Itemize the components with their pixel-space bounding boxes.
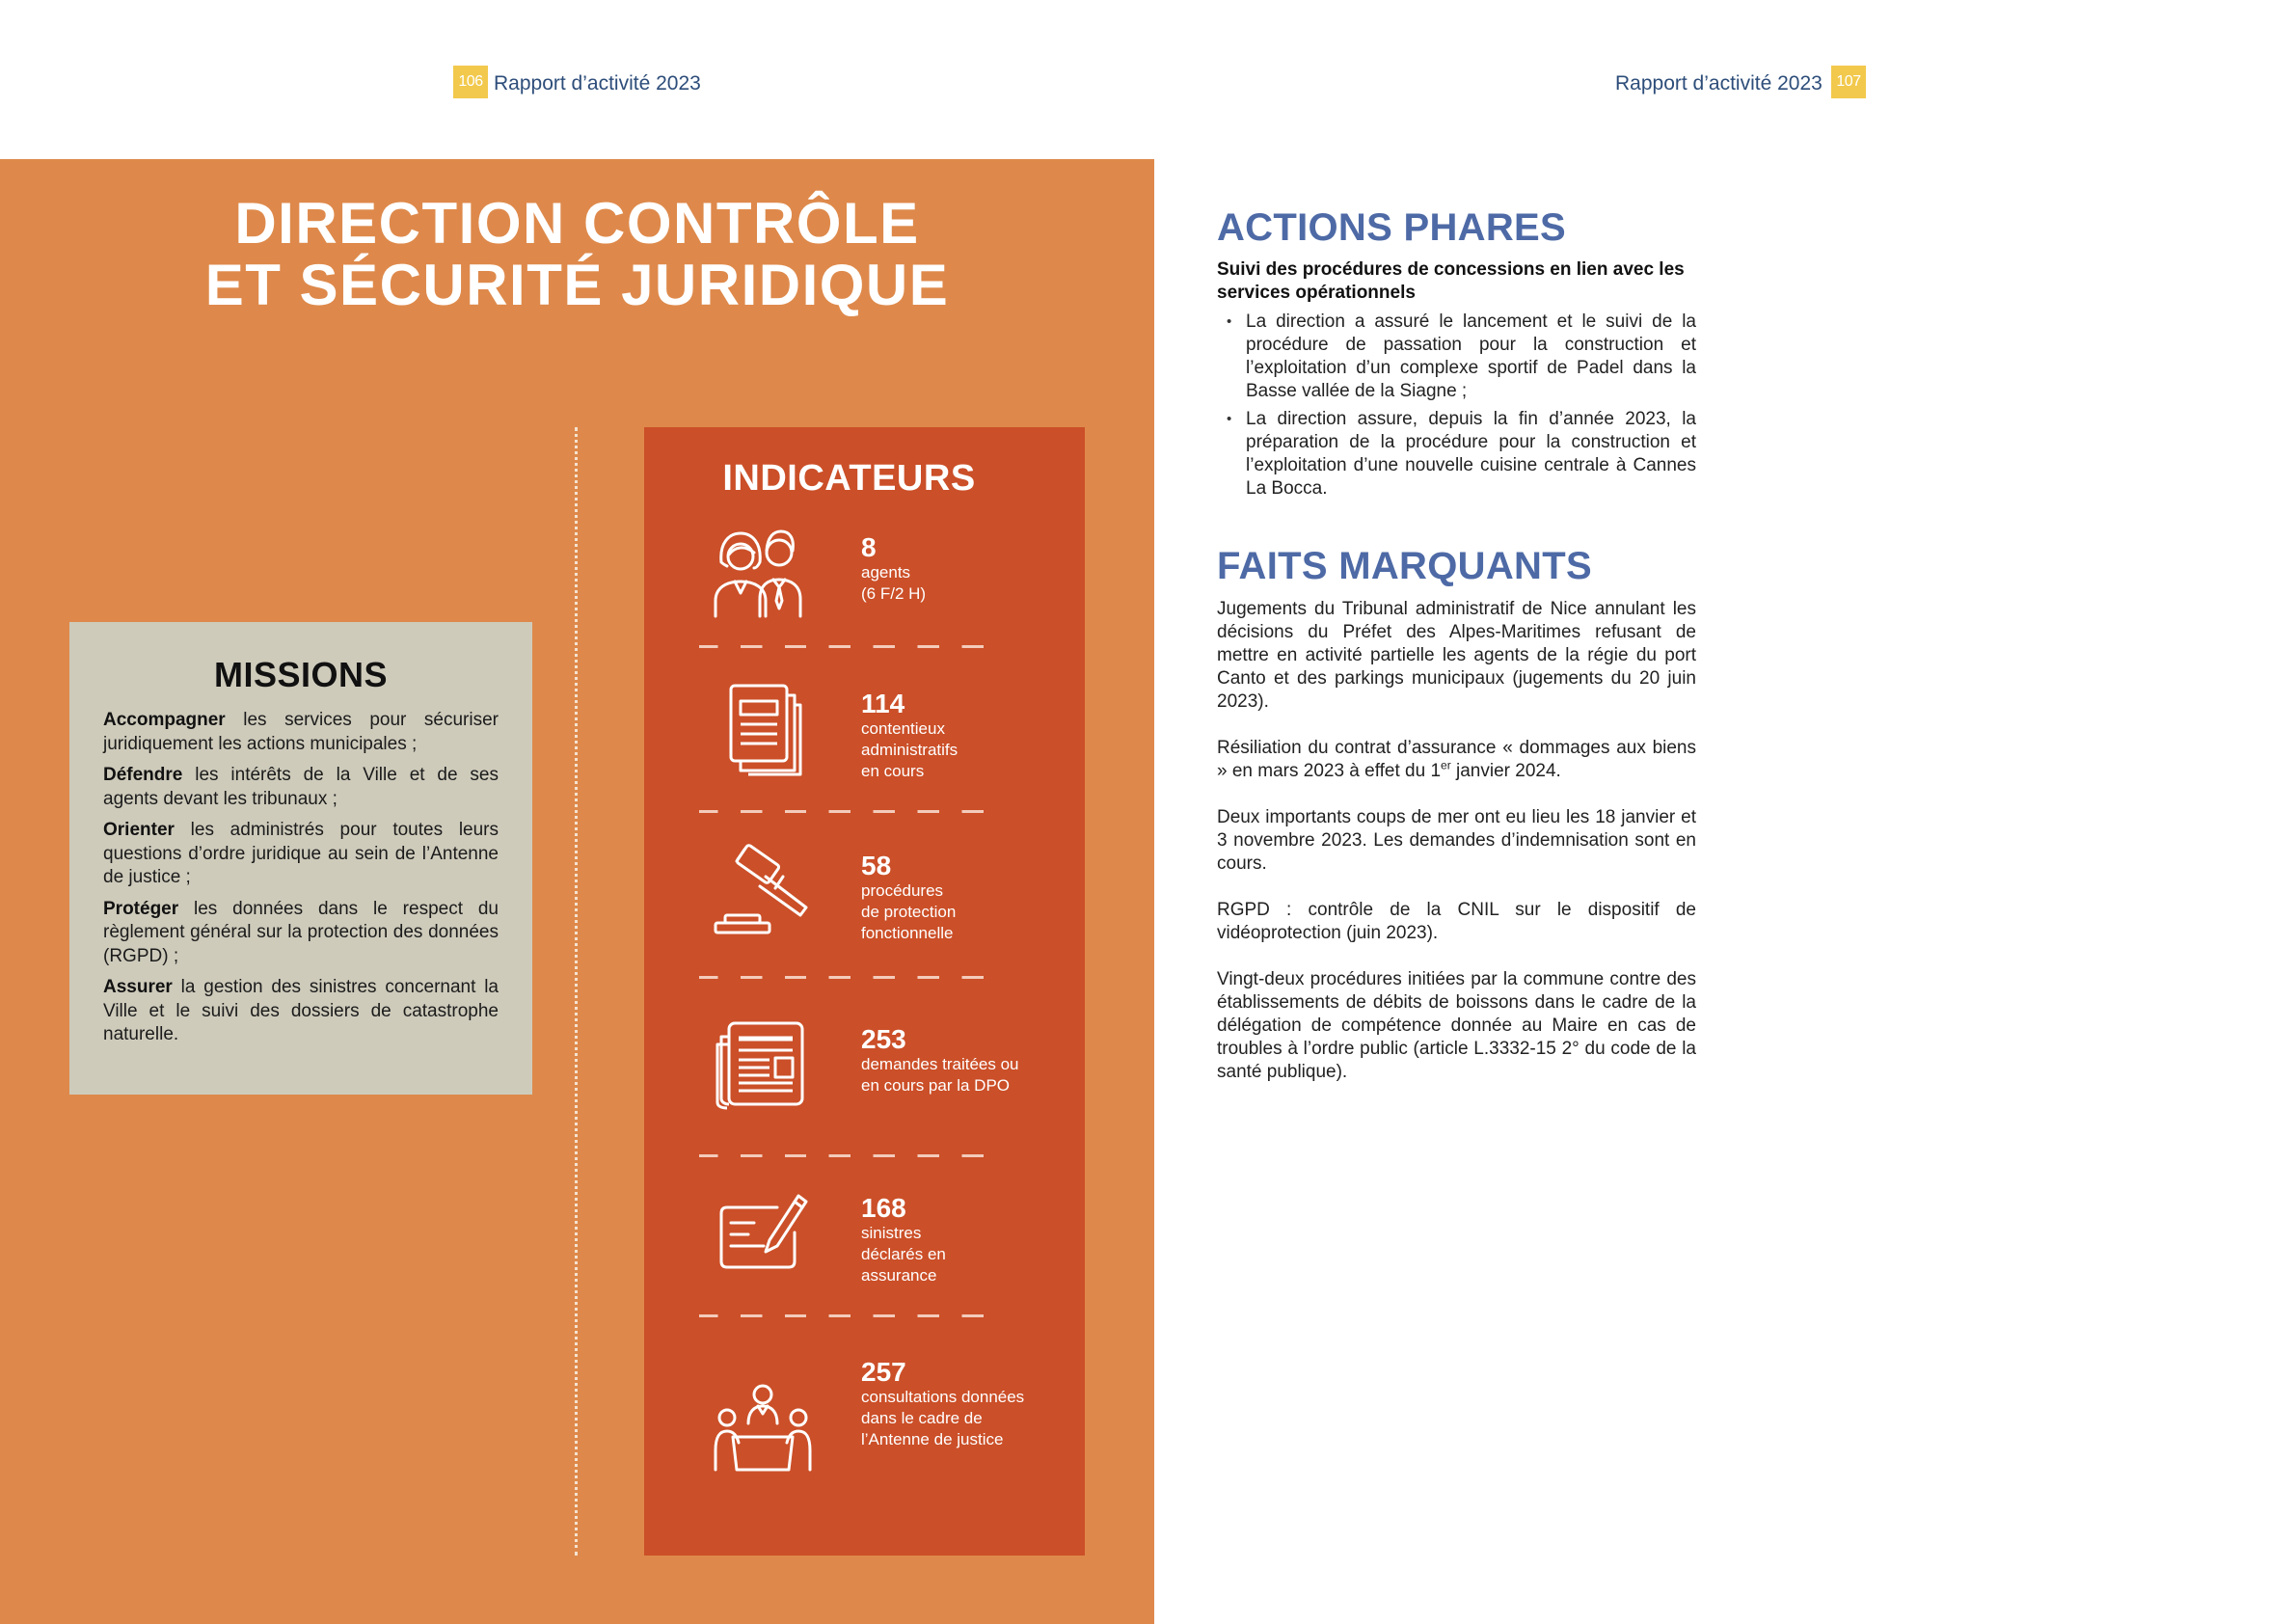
mission-text: les services pour sécuriser juridiquement les actions municipales ; bbox=[103, 710, 499, 754]
indicator-label: consultations données dans le cadre de l’Antenne de justice bbox=[861, 1388, 1025, 1448]
right-page-number: 107 bbox=[1831, 66, 1866, 98]
indicator-value: 168 bbox=[861, 1193, 906, 1223]
fait-paragraph: Jugements du Tribunal administratif de Nice annulant les décisions du Préfet des Alpes-Maritimes refusant de mettre en activité partielle les agents de la régie du port Canto et des parkings municipaux (jugements du 20 juin 2023). bbox=[1217, 599, 1696, 712]
fait-paragraph bbox=[1217, 737, 1696, 783]
mission-text: les intérêts de la Ville et de ses agents devant les tribunaux ; bbox=[103, 765, 499, 809]
fait-paragraph: RGPD : contrôle de la CNIL sur le dispositif de vidéoprotection (juin 2023). bbox=[1217, 900, 1696, 943]
page-title-line1: DIRECTION CONTRÔLE bbox=[234, 191, 920, 256]
missions-box bbox=[69, 622, 532, 1095]
gavel-icon bbox=[710, 842, 816, 938]
newspaper-icon bbox=[710, 1015, 816, 1112]
indicators-title: INDICATEURS bbox=[722, 458, 976, 499]
agents-icon bbox=[710, 524, 816, 620]
faits-marquants-title: FAITS MARQUANTS bbox=[1217, 545, 1592, 587]
indicator-value: 8 bbox=[861, 532, 877, 562]
indicator-value: 114 bbox=[861, 689, 905, 718]
list-item: • La direction assure, depuis la fin d’année 2023, la préparation de la procédure pour la construction et l’exploitation d’une nouvelle cuisine centrale à Cannes La Bocca. bbox=[1217, 408, 1696, 501]
mission-item bbox=[103, 709, 499, 756]
list-item: • La direction a assuré le lancement et le suivi de la procédure de passation pour la construction et l’exploitation d’un complexe sportif de Padel dans la Basse vallée de la Siagne ; bbox=[1217, 311, 1696, 403]
dashed-divider bbox=[699, 1154, 988, 1157]
mission-item bbox=[103, 764, 499, 811]
actions-phares-title: ACTIONS PHARES bbox=[1217, 206, 1567, 249]
dashed-divider bbox=[699, 810, 988, 813]
dashed-divider bbox=[699, 1314, 988, 1317]
mission-verb: Orienter bbox=[103, 820, 175, 840]
left-page-number: 106 bbox=[453, 66, 488, 98]
indicators-box bbox=[644, 427, 1085, 1556]
documents-icon bbox=[710, 680, 816, 776]
fait-superscript: er bbox=[1441, 758, 1451, 772]
fait-text: janvier 2024. bbox=[1450, 761, 1561, 781]
indicator-value: 253 bbox=[861, 1024, 906, 1054]
form-pen-icon bbox=[710, 1184, 816, 1281]
right-header-title: Rapport d’activité 2023 bbox=[1615, 72, 1822, 95]
actions-phares-list bbox=[1217, 311, 1696, 505]
indicator-label: agents (6 F/2 H) bbox=[861, 563, 927, 603]
missions-title: MISSIONS bbox=[213, 655, 389, 694]
fait-paragraph: Vingt-deux procédures initiées par la commune contre des établissements de débits de boissons dans le cadre de la délégation de compétence donnée au Maire en cas de troubles à l’ordre public (article L.3332-15 2° du code de la santé publique). bbox=[1217, 969, 1696, 1082]
mission-text: les données dans le respect du règlement général sur la protection des données (RGPD) ; bbox=[103, 898, 499, 966]
mission-item bbox=[103, 819, 499, 890]
meeting-icon bbox=[710, 1379, 816, 1475]
page-title bbox=[0, 193, 1154, 316]
mission-verb: Défendre bbox=[103, 765, 183, 785]
fait-text: Résiliation du contrat d’assurance « dommages aux biens » en mars 2023 à effet du 1 bbox=[1217, 738, 1696, 781]
mission-verb: Accompagner bbox=[103, 710, 226, 730]
page-title-line2: ET SÉCURITÉ JURIDIQUE bbox=[204, 253, 950, 317]
indicator-value: 257 bbox=[861, 1357, 906, 1387]
indicator-value: 58 bbox=[861, 851, 892, 880]
mission-item bbox=[103, 898, 499, 969]
mission-text: la gestion des sinistres concernant la Ville et le suivi des dossiers de catastrophe naturelle. bbox=[103, 977, 499, 1044]
mission-text: les administrés pour toutes leurs questions d’ordre juridique au sein de l’Antenne de justice ; bbox=[103, 820, 499, 887]
mission-verb: Protéger bbox=[103, 898, 179, 919]
indicator-label: contentieux administratifs en cours bbox=[861, 719, 958, 780]
mission-verb: Assurer bbox=[103, 977, 173, 997]
dashed-divider bbox=[699, 645, 988, 648]
dotted-divider bbox=[575, 427, 578, 1556]
indicator-label: sinistres déclarés en assurance bbox=[861, 1224, 946, 1285]
indicator-label: demandes traitées ou en cours par la DPO bbox=[861, 1055, 1019, 1095]
mission-item bbox=[103, 976, 499, 1047]
actions-phares-subtitle: Suivi des procédures de concessions en lien avec les services opérationnels bbox=[1217, 259, 1685, 303]
left-header-title: Rapport d’activité 2023 bbox=[494, 72, 701, 95]
fait-paragraph: Deux importants coups de mer ont eu lieu les 18 janvier et 3 novembre 2023. Les demandes d’indemnisation sont en cours. bbox=[1217, 807, 1696, 874]
dashed-divider bbox=[699, 976, 988, 979]
indicator-label: procédures de protection fonctionnelle bbox=[861, 881, 957, 942]
